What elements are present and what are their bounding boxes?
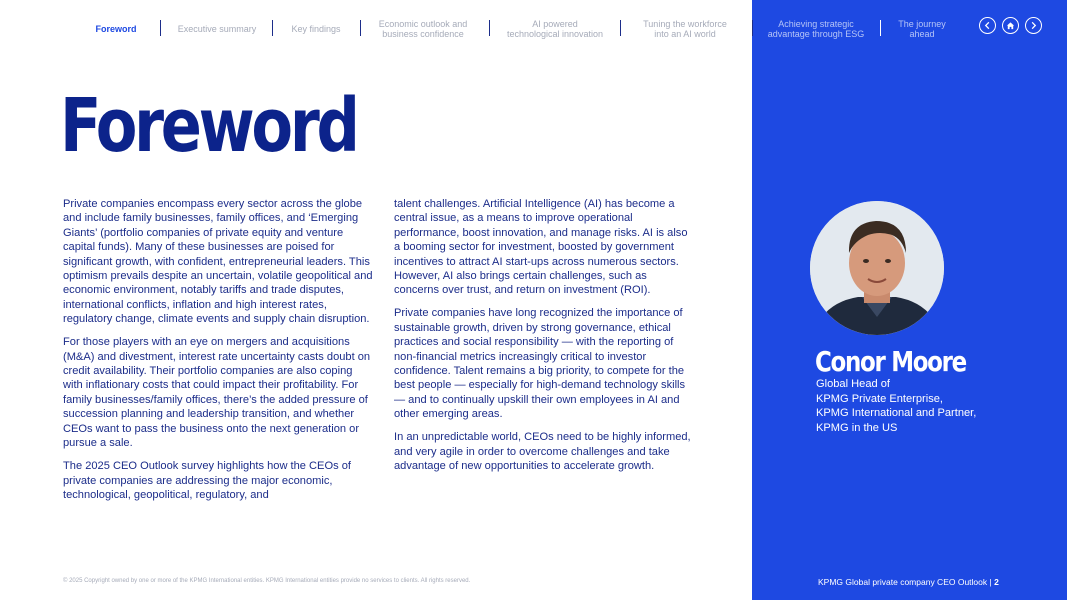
body-column-1 — [63, 197, 373, 511]
page-title: Foreword — [60, 83, 357, 169]
next-page-button[interactable] — [1025, 17, 1042, 34]
nav-foreword[interactable] — [92, 14, 140, 44]
paragraph: For those players with an eye on mergers and acquisitions (M&A) and divestment, interest rate uncertainty casts doubt on credit availability. Their portfolio companies are also coping with inflationary costs that could impact their profitability. For family businesses/family offices, there’s the added pressure of succession planning and leadership transition, and whether CEOs want to pass the business onto the next generation or pursue a sale. — [63, 336, 371, 450]
author-portrait — [810, 201, 944, 335]
nav-tuning-workforce[interactable] — [634, 14, 736, 44]
paragraph: Private companies encompass every sector across the globe and include family businesses, family offices, and ‘Emerging Giants’ (portfolio companies of private equity and venture capital funds). Many of these businesses are poised for significant growth, with confident, entrepreneurial leaders. This optimism prevails despite an uncertain, volatile geopolitical and economic environment, notably tariffs and trade disputes, international conflicts, inflation and high interest rates, regulatory change, climate events and supply chain disruption. — [63, 198, 373, 326]
nav-label: Executive summary — [177, 24, 257, 34]
nav-journey-ahead[interactable] — [890, 14, 954, 44]
nav-key-findings[interactable] — [286, 14, 346, 44]
paragraph: The 2025 CEO Outlook survey highlights how the CEOs of private companies are addressing the major economic, technological, geopolitical, regulatory, and — [63, 460, 351, 501]
home-icon — [1006, 21, 1015, 30]
author-role — [816, 377, 1016, 435]
nav-label: Key findings — [291, 24, 341, 34]
previous-page-button[interactable] — [979, 17, 996, 34]
nav-divider — [620, 20, 621, 36]
portrait-image — [810, 201, 944, 335]
author-role-line: Global Head of — [816, 378, 891, 390]
author-name: Conor Moore — [815, 345, 966, 378]
nav-divider — [360, 20, 361, 36]
nav-ai-powered[interactable] — [500, 14, 610, 44]
footer-publication — [818, 577, 999, 587]
nav-divider — [880, 20, 881, 36]
publication-title: KPMG Global private company CEO Outlook — [818, 577, 988, 587]
chevron-left-icon — [983, 21, 992, 30]
nav-divider — [272, 20, 273, 36]
paragraph: In an unpredictable world, CEOs need to be highly informed, and very agile in order to overcome challenges and take advantage of new opportunities to accelerate growth. — [394, 431, 691, 473]
nav-label: Economic outlook and business confidence — [378, 19, 468, 39]
nav-label: The journey ahead — [898, 19, 946, 39]
nav-executive-summary[interactable] — [172, 14, 262, 44]
nav-label: Tuning the workforce into an AI world — [643, 19, 727, 39]
footer-separator: | — [989, 577, 992, 587]
paragraph: talent challenges. Artificial Intelligence (AI) has become a central issue, as a means to improve operational performance, boost innovation, and manage risks. AI is also a booming sector for investment, boosted by government incentives to attract AI start-ups across numerous sectors. However, AI also brings certain challenges, such as concerns over trust, and return on investment (ROI). — [394, 198, 688, 297]
nav-label: AI powered technological innovation — [506, 19, 604, 39]
home-button[interactable] — [1002, 17, 1019, 34]
paragraph: Private companies have long recognized the importance of sustainable growth, driven by strong governance, ethical practices and social responsibility — with the reporting of non-financial metrics increasingly critical to investor confidence. Talent remains a big priority, to compete for the best people — especially for high-demand technology skills — and to continually upskill their own employees in AI and other emerging areas. — [394, 307, 686, 421]
nav-label: Achieving strategic advantage through ESG — [767, 19, 865, 39]
author-role-line: KPMG in the US — [816, 421, 898, 434]
page-number: 2 — [994, 577, 999, 587]
copyright-notice: © 2025 Copyright owned by one or more of the KPMG International entities. KPMG International entities provide no services to clients. All rights reserved. — [63, 578, 471, 584]
author-role-line: KPMG Private Enterprise, — [816, 392, 944, 405]
top-navigation — [0, 0, 1067, 56]
nav-divider — [160, 20, 161, 36]
chevron-right-icon — [1029, 21, 1038, 30]
nav-strategic-esg[interactable] — [762, 14, 870, 44]
nav-label: Foreword — [95, 24, 137, 34]
author-role-line: KPMG International and Partner, — [816, 407, 977, 419]
nav-divider — [489, 20, 490, 36]
nav-economic-outlook[interactable] — [372, 14, 474, 44]
nav-divider — [752, 20, 753, 36]
body-column-2 — [394, 197, 694, 482]
